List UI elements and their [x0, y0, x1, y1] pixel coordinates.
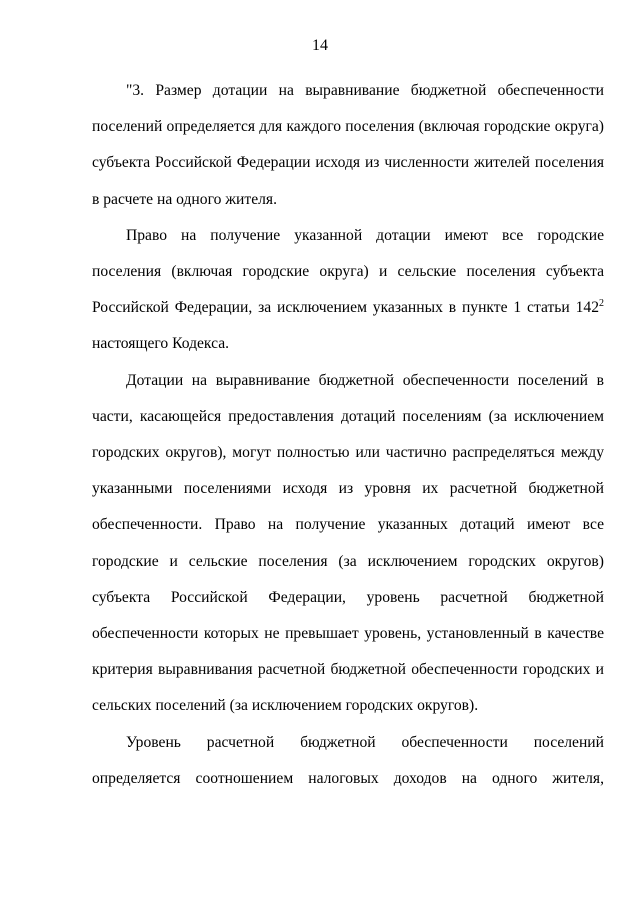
page-number: 14	[312, 37, 328, 54]
paragraph-distribution: Дотации на выравнивание бюджетной обеспеченности поселений в части, касающейся предоставления дотаций поселениям (за исключением городских округов), могут полностью или частично распределяться между указанными поселениями исходя из уровня их расчетной бюджетной обеспеченности. Право на получение указанных дотаций имеют все городские и сельские поселения (за исключением городских округов) субъекта Российской Федерации, уровень расчетной бюджетной обеспеченности которых не превышает уровень, установленный в качестве критерия выравнивания расчетной бюджетной обеспеченности городских и сельских поселений (за исключением городских округов).	[92, 371, 604, 715]
paragraph-fiscal-capacity-level: Уровень расчетной бюджетной обеспеченности поселений определяется соотношением налоговых доходов на одного жителя,	[92, 733, 604, 787]
paragraph-right-to-subsidy-tail: настоящего Кодекса.	[92, 335, 230, 353]
paragraph-clause-3: "3. Размер дотации на выравнивание бюджетной обеспеченности поселений определяется для каждого поселения (включая городские округа) субъекта Российской Федерации исходя из численности жителей поселения в расчете на одного жителя.	[92, 82, 604, 208]
article-superscript: 2	[599, 298, 604, 310]
paragraph-right-to-subsidy-text: Право на получение указанной дотации имеют все городские поселения (включая городские округа) и сельские поселения субъекта Российской Федерации, за исключением указанных в пункте 1 статьи 142	[92, 226, 604, 317]
document-body	[92, 73, 604, 797]
paragraph-right-to-subsidy	[92, 218, 604, 363]
